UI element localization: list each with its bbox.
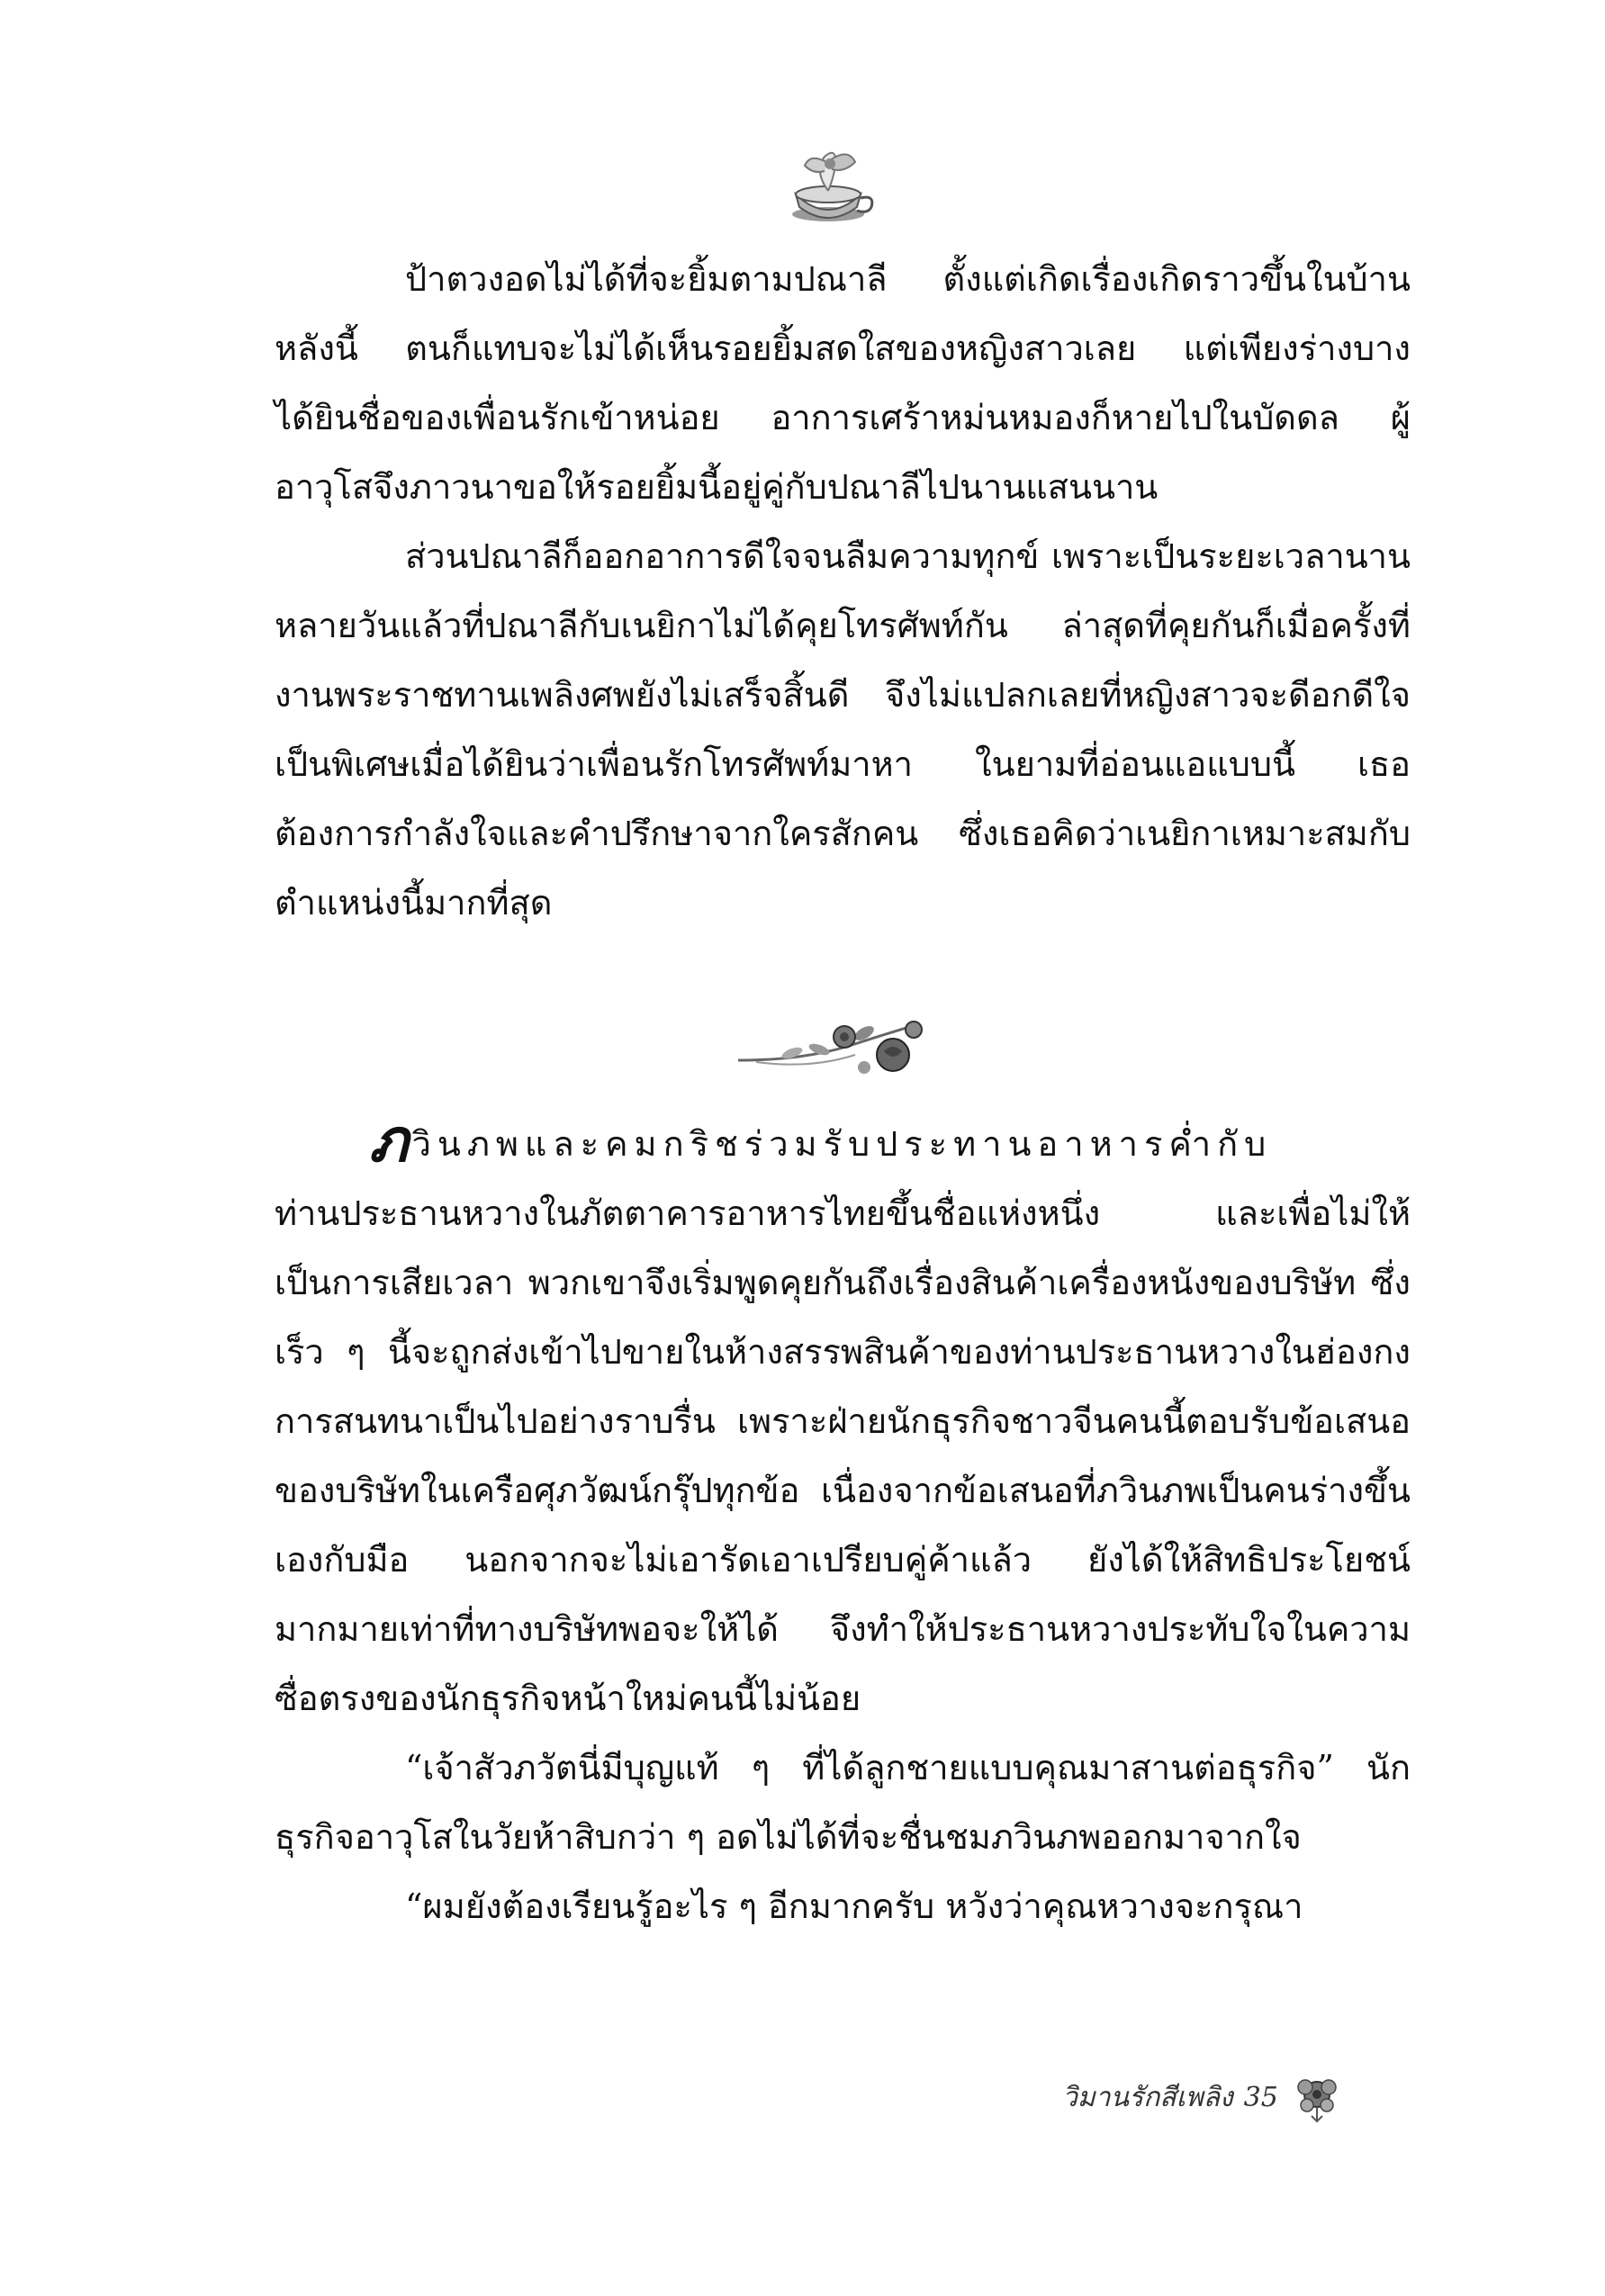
paragraph: “เจ้าสัวภวัตนี่มีบุญแท้ ๆ ที่ได้ลูกชายแบบคุณมาสานต่อธุรกิจ” นักธุรกิจอาวุโสในวัยห้าสิบกว่า ๆ อดไม่ได้ที่จะชื่นชมภวินภพออกมาจากใจ: [275, 1748, 1411, 1857]
book-title: วิมานรักสีเพลิง: [1062, 2081, 1233, 2113]
page-footer: [1062, 2070, 1345, 2124]
opening-line: [275, 1105, 1411, 1179]
section-1-text: [275, 245, 1411, 938]
page-number: 35: [1243, 2081, 1278, 2113]
rose-branch-icon: [729, 997, 945, 1096]
section-2-text: [275, 1105, 1411, 1941]
paragraph: “ผมยังต้องเรียนรู้อะไร ๆ อีกมากครับ หวังว่าคุณหวางจะกรุณา: [405, 1886, 1303, 1926]
teacup-flower-icon: [774, 135, 882, 239]
paragraph: ป้าตวงอดไม่ได้ที่จะยิ้มตามปณาลี ตั้งแต่เกิดเรื่องเกิดราวขึ้นในบ้านหลังนี้ ตนก็แทบจะไม่ได้เห็นรอยยิ้มสดใสของหญิงสาวเลย แต่เพียงร่างบางได้ยินชื่อของเพื่อนรักเข้าหน่อย อาการเศร้าหม่นหมองก็หายไปในบัดดล ผู้อาวุโสจึงภาวนาขอให้รอยยิ้มนี้อยู่คู่กับปณาลีไปนานแสนนาน: [275, 259, 1411, 507]
flower-cluster-icon: [1289, 2069, 1345, 2125]
paragraph: ส่วนปณาลีก็ออกอาการดีใจจนลืมความทุกข์ เพราะเป็นระยะเวลานานหลายวันแล้วที่ปณาลีกับเนยิกาไม่ได้คุยโทรศัพท์กัน ล่าสุดที่คุยกันก็เมื่อครั้งที่งานพระราชทานเพลิงศพยังไม่เสร็จสิ้นดี จึงไม่แปลกเลยที่หญิงสาวจะดีอกดีใจเป็นพิเศษเมื่อได้ยินว่าเพื่อนรักโทรศัพท์มาหา ในยามที่อ่อนแอแบบนี้ เธอต้องการกำลังใจและคำปรึกษาจากใครสักคน ซึ่งเธอคิดว่าเนยิกาเหมาะสมกับตำแหน่งนี้มากที่สุด: [275, 536, 1411, 923]
opening-line-text: วินภพและคมกริชร่วมรับประทานอาหารค่ำกับ: [411, 1124, 1273, 1164]
paragraph: ท่านประธานหวางในภัตตาคารอาหารไทยขึ้นชื่อแห่งหนึ่ง และเพื่อไม่ให้เป็นการเสียเวลา พวกเขาจึงเริ่มพูดคุยกันถึงเรื่องสินค้าเครื่องหนังของบริษัท ซึ่งเร็ว ๆ นี้จะถูกส่งเข้าไปขายในห้างสรรพสินค้าของท่านประธานหวางในฮ่องกง การสนทนาเป็นไปอย่างราบรื่น เพราะฝ่ายนักธุรกิจชาวจีนคนนี้ตอบรับข้อเสนอของบริษัทในเครือศุภวัฒน์กรุ๊ปทุกข้อ เนื่องจากข้อเสนอที่ภวินภพเป็นคนร่างขึ้นเองกับมือ นอกจากจะไม่เอารัดเอาเปรียบคู่ค้าแล้ว ยังได้ให้สิทธิประโยชน์มากมายเท่าที่ทางบริษัทพอจะให้ได้ จึงทำให้ประธานหวางประทับใจในความซื่อตรงของนักธุรกิจหน้าใหม่คนนี้ไม่น้อย: [275, 1193, 1411, 1718]
drop-cap: ภ: [369, 1105, 409, 1175]
